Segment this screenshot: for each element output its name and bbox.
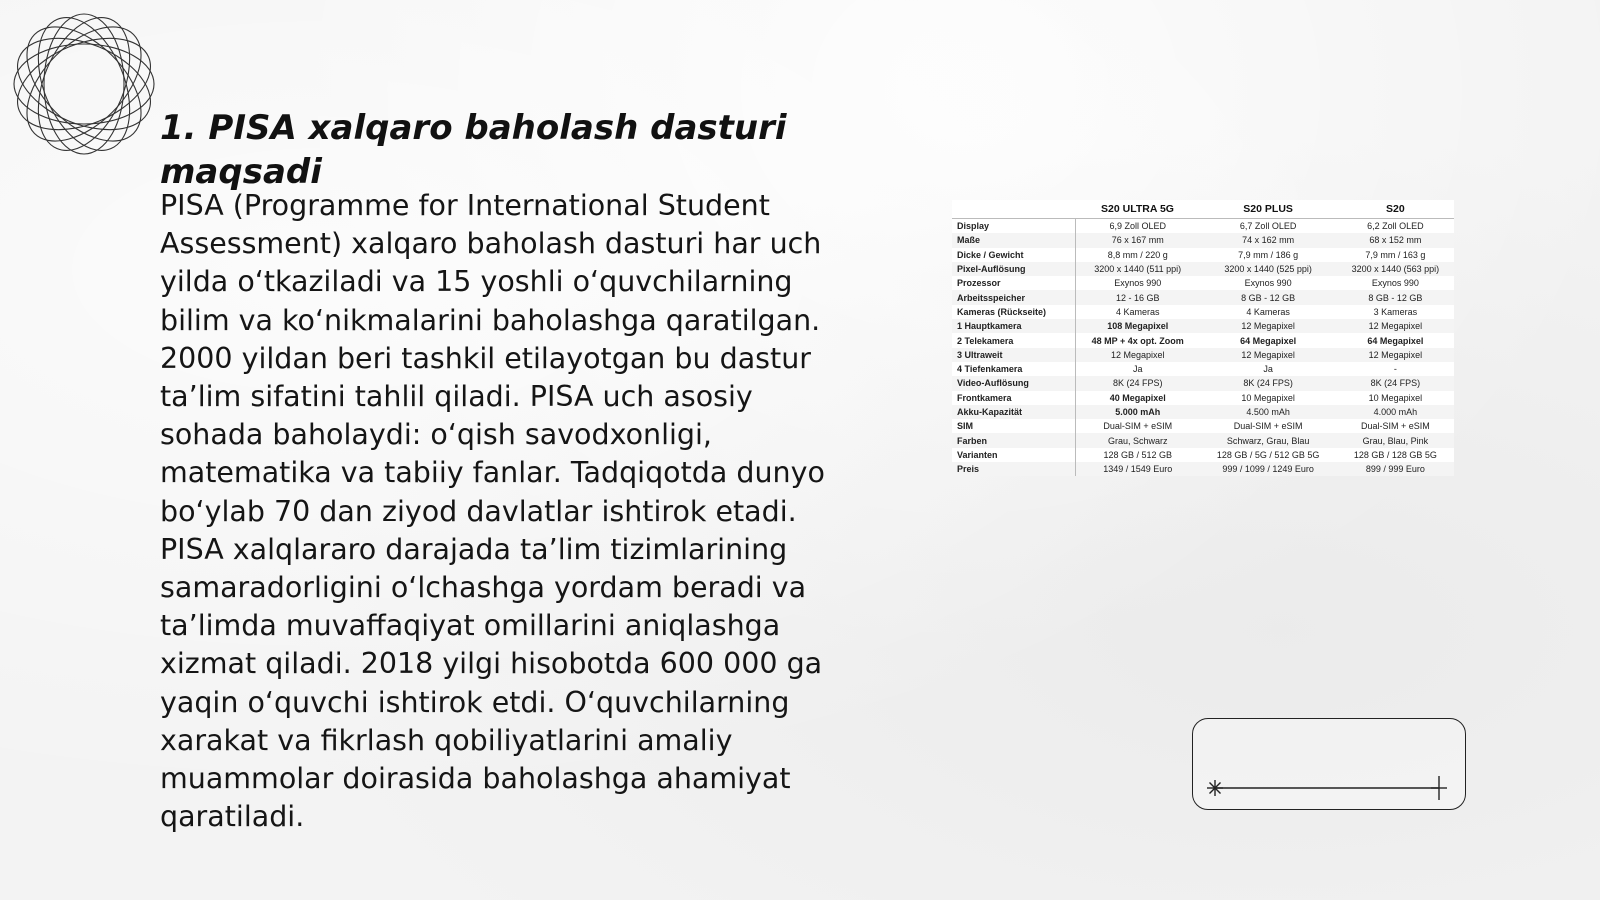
sparkle-icon bbox=[1207, 780, 1223, 796]
specs-row-label: Prozessor bbox=[952, 276, 1076, 290]
specs-cell-s20: 8K (24 FPS) bbox=[1337, 376, 1454, 390]
spirograph-logo-icon bbox=[10, 10, 158, 158]
logo-ellipse bbox=[10, 20, 158, 147]
specs-cell-ultra: 128 GB / 512 GB bbox=[1103, 449, 1172, 460]
specs-row-label: 3 Ultraweit bbox=[952, 348, 1076, 362]
specs-cell-plus: 8K (24 FPS) bbox=[1199, 376, 1336, 390]
specs-row bbox=[952, 405, 1454, 419]
specs-row bbox=[952, 248, 1454, 262]
specs-row-label: 1 Hauptkamera bbox=[952, 319, 1076, 333]
specs-row bbox=[952, 391, 1454, 405]
logo-ellipse bbox=[10, 10, 158, 158]
specs-row-label: Farben bbox=[952, 433, 1076, 447]
specs-row bbox=[952, 305, 1454, 319]
specs-cell-s20: 12 Megapixel bbox=[1337, 319, 1454, 333]
specs-cell-plus: 4 Kameras bbox=[1246, 306, 1290, 317]
logo-ellipse bbox=[20, 10, 147, 158]
specs-cell-ultra: Dual-SIM + eSIM bbox=[1103, 421, 1173, 432]
specs-cell-plus: 12 Megapixel bbox=[1199, 348, 1336, 362]
specs-cell-plus: 8 GB - 12 GB bbox=[1199, 290, 1336, 304]
specs-cell-ultra: 12 - 16 GB bbox=[1076, 290, 1200, 304]
specs-row bbox=[952, 233, 1454, 247]
specs-cell-plus: Dual-SIM + eSIM bbox=[1233, 421, 1303, 432]
specs-row bbox=[952, 462, 1454, 476]
specs-cell-plus: Exynos 990 bbox=[1244, 278, 1292, 289]
specs-cell-plus: 12 Megapixel bbox=[1199, 319, 1336, 333]
specs-header-row bbox=[952, 200, 1454, 219]
specs-row-label: Akku-Kapazität bbox=[952, 405, 1076, 419]
specs-cell-plus: 74 x 162 mm bbox=[1199, 233, 1336, 247]
specs-cell-s20: 3 Kameras bbox=[1373, 306, 1418, 317]
specs-cell-plus: 10 Megapixel bbox=[1241, 392, 1295, 403]
specs-cell-s20: Exynos 990 bbox=[1371, 278, 1419, 289]
specs-cell-s20: 10 Megapixel bbox=[1368, 392, 1423, 403]
specs-cell-s20: 899 / 999 Euro bbox=[1337, 462, 1454, 476]
specs-row-label: 4 Tiefenkamera bbox=[952, 362, 1076, 376]
specs-row-label: Kameras (Rückseite) bbox=[952, 305, 1076, 319]
specs-cell-ultra: 3200 x 1440 (511 ppi) bbox=[1076, 262, 1200, 276]
specs-header-empty bbox=[952, 200, 1076, 219]
logo-ellipse bbox=[10, 20, 158, 147]
slide-body-paragraph: PISA (Programme for International Student Assessment) xalqaro baholash dasturi har uch yilda o‘tkaziladi va 15 yoshli o‘quvchilarning bilim va ko‘nikmalarini baholashga qaratilgan. 2000 yildan beri tashkil etilayotgan bu dastur ta’lim sifatini tahlil qiladi. PISA uch asosiy sohada baholaydi: o‘qish savodxonligi, matematika va tabiiy fanlar. Tadqiqotda dunyo bo‘ylab 70 dan ziyod davlatlar ishtirok etadi. PISA xalqlararo darajada ta’lim tizimlarining samaradorligini o‘lchashga yordam beradi va ta’limda muvaffaqiyat omillarini aniqlashga xizmat qiladi. 2018 yilgi hisobotda 600 000 ga yaqin o‘quvchi ishtirok etdi. O‘quvchilarning xarakat va fikrlash qobiliyatlarini amaliy muammolar doirasida baholashga ahamiyat qaratiladi. bbox=[160, 189, 825, 834]
slide-title: 1. PISA xalqaro baholash dasturi maqsadi bbox=[160, 108, 787, 192]
specs-row bbox=[952, 219, 1454, 234]
specs-cell-ultra: 76 x 167 mm bbox=[1076, 233, 1200, 247]
specs-cell-ultra: 4 Kameras bbox=[1115, 306, 1160, 317]
specs-row-label: 2 Telekamera bbox=[952, 333, 1076, 347]
specs-row bbox=[952, 262, 1454, 276]
specs-cell-s20: 3200 x 1440 (563 ppi) bbox=[1337, 262, 1454, 276]
specs-cell-ultra: Ja bbox=[1132, 364, 1143, 375]
specs-cell-plus: 999 / 1099 / 1249 Euro bbox=[1199, 462, 1336, 476]
specs-row bbox=[952, 362, 1454, 376]
specs-row-label: Varianten bbox=[952, 448, 1076, 462]
specs-cell-s20: 12 Megapixel bbox=[1337, 348, 1454, 362]
specs-cell-s20: Grau, Blau, Pink bbox=[1337, 433, 1454, 447]
specs-row-label: Dicke / Gewicht bbox=[952, 248, 1076, 262]
specs-cell-ultra: 6,9 Zoll OLED bbox=[1109, 221, 1166, 232]
specs-row bbox=[952, 376, 1454, 390]
specs-row bbox=[952, 448, 1454, 462]
specs-cell-ultra: 8K (24 FPS) bbox=[1076, 376, 1200, 390]
specs-cell-s20: 6,2 Zoll OLED bbox=[1367, 221, 1424, 232]
specs-row-label: Display bbox=[952, 219, 1076, 234]
plus-star-icon bbox=[1431, 776, 1447, 800]
specs-cell-plus: 6,7 Zoll OLED bbox=[1239, 221, 1297, 232]
specs-row bbox=[952, 290, 1454, 304]
specs-cell-ultra: 1349 / 1549 Euro bbox=[1076, 462, 1200, 476]
specs-cell-s20: 64 Megapixel bbox=[1367, 335, 1424, 346]
specs-cell-ultra: 5.000 mAh bbox=[1076, 405, 1200, 419]
specs-cell-ultra: Exynos 990 bbox=[1114, 278, 1162, 289]
specs-row bbox=[952, 419, 1454, 433]
specs-row bbox=[952, 433, 1454, 447]
specs-cell-plus: 4.500 mAh bbox=[1199, 405, 1336, 419]
specs-cell-s20: 68 x 152 mm bbox=[1337, 233, 1454, 247]
specs-row-label: Maße bbox=[952, 233, 1076, 247]
specs-table-body bbox=[952, 219, 1454, 477]
specs-header-plus: S20 PLUS bbox=[1199, 200, 1336, 219]
specs-cell-ultra: 12 Megapixel bbox=[1076, 348, 1200, 362]
specs-cell-ultra: 8,8 mm / 220 g bbox=[1107, 249, 1168, 260]
specs-row-label: Frontkamera bbox=[952, 391, 1076, 405]
specs-row bbox=[952, 319, 1454, 333]
specs-cell-plus: Schwarz, Grau, Blau bbox=[1199, 433, 1336, 447]
specs-row bbox=[952, 276, 1454, 290]
specs-row bbox=[952, 333, 1454, 347]
specs-cell-plus: Ja bbox=[1263, 364, 1273, 375]
specs-row bbox=[952, 348, 1454, 362]
specs-header-s20: S20 bbox=[1337, 200, 1454, 219]
specs-cell-s20: 128 GB / 128 GB 5G bbox=[1353, 449, 1437, 460]
specs-cell-plus: 64 Megapixel bbox=[1240, 335, 1297, 346]
specs-cell-s20: Dual-SIM + eSIM bbox=[1360, 421, 1430, 432]
specs-cell-plus: 128 GB / 5G / 512 GB 5G bbox=[1216, 449, 1320, 460]
specs-cell-s20: 4.000 mAh bbox=[1337, 405, 1454, 419]
specs-cell-ultra: 40 Megapixel bbox=[1109, 392, 1166, 403]
specs-cell-s20: - bbox=[1393, 364, 1397, 375]
specs-comparison-table bbox=[952, 200, 1454, 476]
specs-cell-plus: 7,9 mm / 186 g bbox=[1238, 249, 1299, 260]
specs-row-label: Preis bbox=[952, 462, 1076, 476]
specs-row-label: SIM bbox=[952, 419, 1076, 433]
slider-widget[interactable] bbox=[1192, 718, 1466, 810]
specs-cell-ultra: 48 MP + 4x opt. Zoom bbox=[1091, 335, 1184, 346]
specs-cell-ultra: Grau, Schwarz bbox=[1076, 433, 1200, 447]
specs-row-label: Pixel-Auflösung bbox=[952, 262, 1076, 276]
specs-cell-s20: 7,9 mm / 163 g bbox=[1365, 249, 1426, 260]
logo-ellipse bbox=[20, 10, 147, 158]
specs-row-label: Video-Auflösung bbox=[952, 376, 1076, 390]
logo-ellipse bbox=[10, 10, 158, 158]
specs-cell-s20: 8 GB - 12 GB bbox=[1337, 290, 1454, 304]
specs-row-label: Arbeitsspeicher bbox=[952, 290, 1076, 304]
specs-cell-ultra: 108 Megapixel bbox=[1076, 319, 1200, 333]
specs-cell-plus: 3200 x 1440 (525 ppi) bbox=[1199, 262, 1336, 276]
specs-header-ultra: S20 ULTRA 5G bbox=[1076, 200, 1200, 219]
